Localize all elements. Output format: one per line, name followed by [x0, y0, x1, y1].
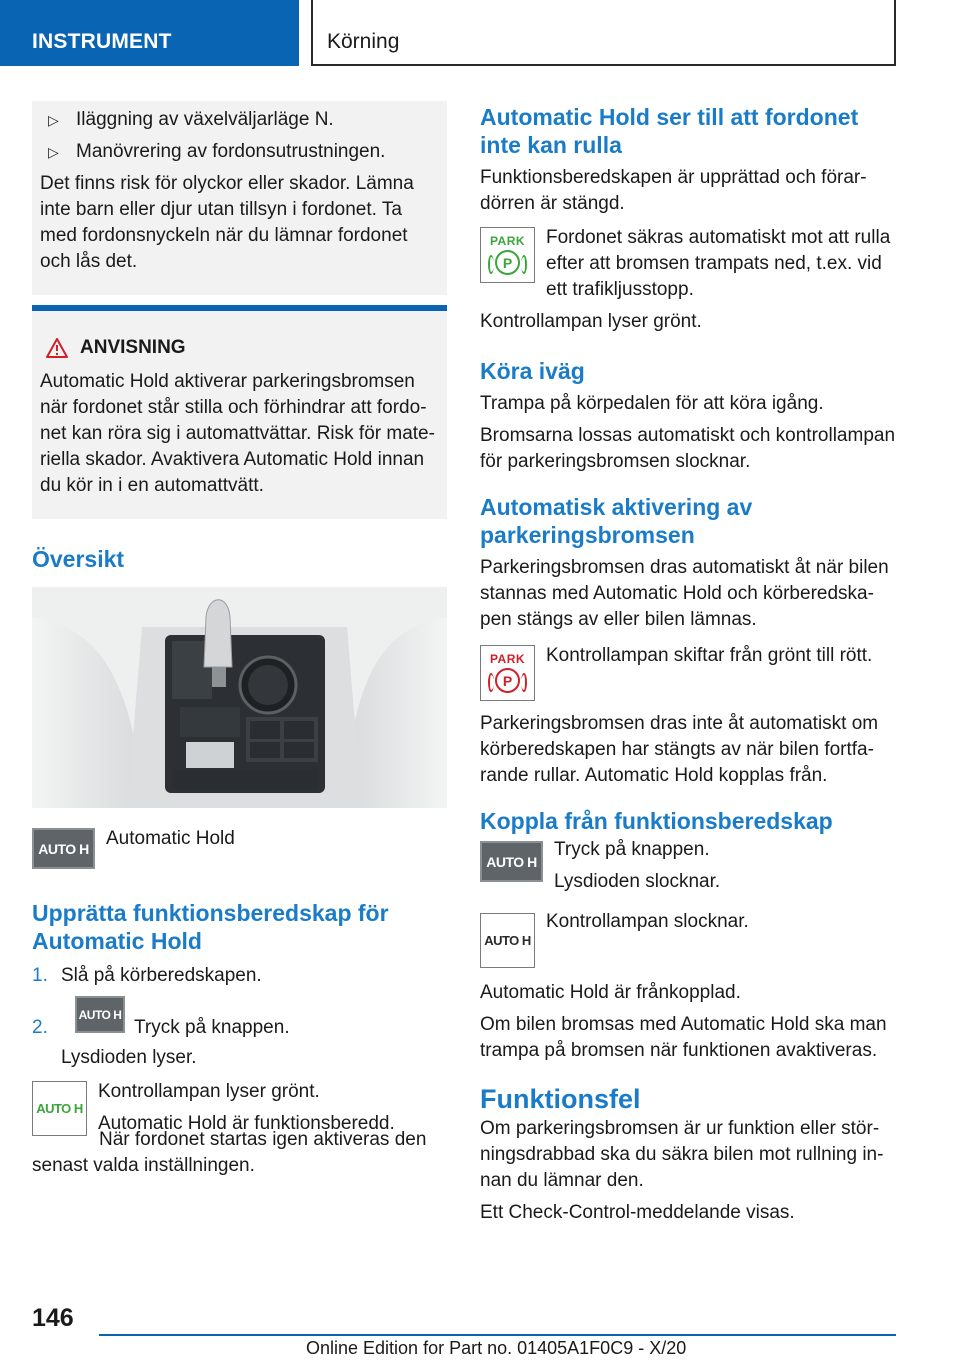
overview-heading: Översikt — [32, 546, 125, 572]
notice-title-text: ANVISNING — [80, 337, 186, 358]
lamp-green-text: Kontrollampan lyser grönt. — [480, 311, 702, 332]
ready-paragraph: Funktionsberedskapen är upprättad och förar-dörren är stängd. — [480, 167, 867, 214]
press-row — [480, 841, 900, 895]
lamp-off-text: Kontrollampan slocknar. — [546, 911, 749, 932]
auto-text-1: Parkeringsbromsen dras automatiskt åt när bilen stannas med Automatic Hold och körberedska-pen stängs av eller bilen lämnas. — [480, 557, 889, 630]
fault-heading: Funktionsfel — [480, 1084, 641, 1114]
led-off-text: Lysdioden slocknar. — [554, 871, 721, 892]
setup-heading: Upprätta funktionsberedskap för Automatic Hold — [32, 900, 389, 954]
step-item — [32, 963, 447, 989]
braked-text: Om bilen bromsas med Automatic Hold ska man trampa på bromsen när funktionen avaktiveras. — [480, 1014, 887, 1061]
drive-heading: Köra iväg — [480, 358, 585, 384]
center-console-image — [32, 587, 447, 808]
park-indicator-green-icon: PARK P — [480, 227, 535, 283]
auto-text-2: Parkeringsbromsen dras inte åt automatiskt om körberedskapen har stängts av när bilen fortfa-rande rullar. Automatic Hold kopplas från. — [480, 713, 879, 786]
hold-heading: Automatic Hold ser till att fordonet inte kan rulla — [480, 104, 859, 158]
warning-icon — [46, 338, 68, 358]
auto-hold-indicator-off-icon: AUTO H — [480, 913, 535, 968]
chapter-tab — [311, 0, 896, 66]
page-number: 146 — [32, 1304, 74, 1332]
risk-box — [32, 101, 447, 295]
right-column — [480, 101, 900, 1226]
step-number: 1. — [32, 965, 48, 986]
fault-text: Om parkeringsbromsen är ur funktion eller stör-ningsdrabbad ska du säkra bilen mot rullning in-nan du lämnar den. — [480, 1118, 884, 1191]
step-number: 2. — [32, 1017, 48, 1038]
lamp-red-text: Kontrollampan skiftar från grönt till rött. — [546, 645, 873, 666]
step-text: Tryck på knappen. — [134, 1017, 290, 1038]
list-item — [40, 139, 439, 165]
drive-text-2: Bromsarna lossas automatiskt och kontrollampan för parkeringsbromsen slocknar. — [480, 425, 896, 472]
drive-text-1: Trampa på körpedalen för att köra igång. — [480, 393, 824, 414]
section-title: INSTRUMENT — [32, 30, 172, 53]
section-tab — [0, 0, 299, 66]
auto-hold-button-icon: AUTO H — [480, 841, 543, 882]
autoh-caption-row — [32, 828, 447, 869]
list-item-text: Iläggning av växelväljarläge N. — [76, 109, 334, 130]
auto-heading: Automatisk aktivering av parkeringsbromsen — [480, 494, 753, 548]
step-item — [32, 1003, 447, 1043]
led-on-text: Lysdioden lyser. — [61, 1047, 197, 1068]
notice-text: Automatic Hold aktiverar parkeringsbromsen när fordonet står stilla och förhindrar att fordo-net kan röra sig i automattvättar. Risk för mate-riella skador. Avaktivera Automatic Hold innan du kör in i en automattvätt. — [40, 371, 435, 496]
notice-title — [40, 335, 439, 361]
off-heading: Koppla från funktionsberedskap — [480, 808, 833, 834]
notice-box — [32, 305, 447, 519]
risk-text: Det finns risk för olyckor eller skador. Lämna inte barn eller djur utan tillsyn i fordonet. Ta med fordonsnyckeln när du lämnar fordonet och lås det. — [40, 173, 414, 272]
left-column — [32, 101, 447, 1179]
console-illustration — [32, 587, 447, 808]
lamp-off-row — [480, 913, 900, 968]
lamp-green-text: Kontrollampan lyser grönt. — [98, 1081, 320, 1102]
lamp-green-row — [32, 1081, 447, 1137]
disabled-text: Automatic Hold är frånkopplad. — [480, 982, 741, 1003]
lamp-red-row — [480, 645, 900, 701]
restart-text: När fordonet startas igen aktiveras den senast valda inställningen. — [32, 1129, 427, 1176]
list-item-text: Manövrering av fordonsutrustningen. — [76, 141, 386, 162]
step-text: Slå på körberedskapen. — [61, 965, 262, 986]
ready-text: Automatic Hold är funktionsberedd. — [98, 1113, 395, 1134]
check-control-text: Ett Check-Control-meddelande visas. — [480, 1202, 795, 1223]
chapter-title: Körning — [327, 30, 400, 53]
auto-hold-button-icon: AUTO H — [75, 996, 125, 1033]
secured-text: Fordonet säkras automatiskt mot att rulla efter att bromsen trampats ned, t.ex. vid ett trafikljusstopp. — [546, 227, 891, 300]
park-indicator-red-icon: PARK P — [480, 645, 535, 701]
edition-text: Online Edition for Part no. 01405A1F0C9 - X/20 — [306, 1338, 687, 1358]
secured-row — [480, 227, 900, 303]
auto-hold-button-icon: AUTO H — [32, 828, 95, 869]
overview-caption: Automatic Hold — [106, 828, 235, 849]
press-text: Tryck på knappen. — [554, 839, 710, 860]
triangle-bullet-icon: ▷ — [48, 144, 59, 160]
list-item — [40, 107, 439, 133]
auto-hold-indicator-green-icon: AUTO H — [32, 1081, 87, 1136]
triangle-bullet-icon: ▷ — [48, 112, 59, 128]
